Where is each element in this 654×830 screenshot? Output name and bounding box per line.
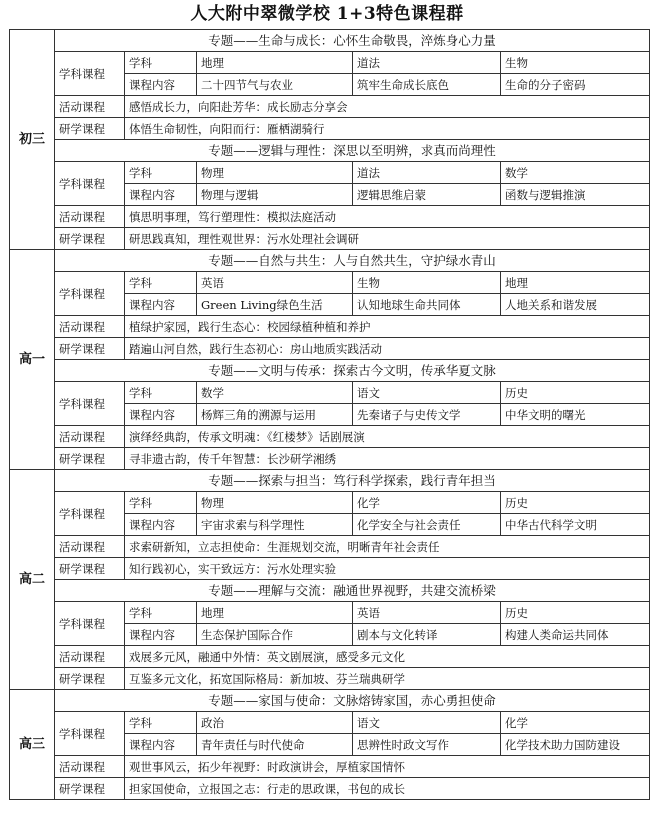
subject-name: 生物 <box>353 272 501 294</box>
study-course-label: 研学课程 <box>55 778 125 800</box>
study-course-label: 研学课程 <box>55 228 125 250</box>
subject-row <box>10 272 650 294</box>
subject-row <box>10 712 650 734</box>
study-row <box>10 448 650 470</box>
course-content: 函数与逻辑推演 <box>501 184 650 206</box>
content-header: 课程内容 <box>125 514 197 536</box>
content-header: 课程内容 <box>125 74 197 96</box>
subject-name: 数学 <box>501 162 650 184</box>
subject-name: 化学 <box>353 492 501 514</box>
theme-row <box>10 250 650 272</box>
course-content: 人地关系和谐发展 <box>501 294 650 316</box>
subject-name: 物理 <box>197 162 353 184</box>
subject-header: 学科 <box>125 492 197 514</box>
topic-theme: 专题——探索与担当：笃行科学探索，践行青年担当 <box>55 470 650 492</box>
study-course-label: 研学课程 <box>55 448 125 470</box>
study-course: 寻非遗古韵，传千年智慧：长沙研学湘绣 <box>125 448 650 470</box>
study-course: 互鉴多元文化，拓宽国际格局：新加坡、芬兰瑞典研学 <box>125 668 650 690</box>
activity-course: 植绿护家园，践行生态心：校园绿植种植和养护 <box>125 316 650 338</box>
activity-row <box>10 96 650 118</box>
subject-name: 历史 <box>501 602 650 624</box>
subject-header: 学科 <box>125 162 197 184</box>
theme-row <box>10 360 650 382</box>
subject-header: 学科 <box>125 712 197 734</box>
theme-row <box>10 140 650 162</box>
course-content: 构建人类命运共同体 <box>501 624 650 646</box>
course-content: 剧本与文化转译 <box>353 624 501 646</box>
study-course: 知行践初心，实干致远方：污水处理实验 <box>125 558 650 580</box>
activity-course: 慎思明事理，笃行塑理性：模拟法庭活动 <box>125 206 650 228</box>
course-content: 物理与逻辑 <box>197 184 353 206</box>
course-content: 宇宙求索与科学理性 <box>197 514 353 536</box>
subject-course-label: 学科课程 <box>55 712 125 756</box>
subject-row <box>10 382 650 404</box>
content-header: 课程内容 <box>125 184 197 206</box>
content-header: 课程内容 <box>125 624 197 646</box>
subject-name: 政治 <box>197 712 353 734</box>
activity-course-label: 活动课程 <box>55 756 125 778</box>
course-content: 生态保护国际合作 <box>197 624 353 646</box>
course-content: 筑牢生命成长底色 <box>353 74 501 96</box>
topic-theme: 专题——逻辑与理性：深思以至明辨，求真而尚理性 <box>55 140 650 162</box>
grade-label: 高二 <box>10 470 55 690</box>
subject-course-label: 学科课程 <box>55 382 125 426</box>
theme-row <box>10 580 650 602</box>
course-content: 认知地球生命共同体 <box>353 294 501 316</box>
study-row <box>10 338 650 360</box>
subject-row <box>10 602 650 624</box>
course-content: 思辨性时政文写作 <box>353 734 501 756</box>
subject-name: 物理 <box>197 492 353 514</box>
theme-row <box>10 690 650 712</box>
theme-row <box>10 470 650 492</box>
topic-theme: 专题——家国与使命：文脉熔铸家国，赤心勇担使命 <box>55 690 650 712</box>
subject-course-label: 学科课程 <box>55 162 125 206</box>
topic-theme: 专题——自然与共生：人与自然共生，守护绿水青山 <box>55 250 650 272</box>
study-course-label: 研学课程 <box>55 338 125 360</box>
subject-row <box>10 162 650 184</box>
study-course: 踏遍山河自然，践行生态初心：房山地质实践活动 <box>125 338 650 360</box>
subject-header: 学科 <box>125 272 197 294</box>
subject-name: 历史 <box>501 382 650 404</box>
course-content: 杨辉三角的溯源与运用 <box>197 404 353 426</box>
activity-course: 求索研新知，立志担使命：生涯规划交流，明晰青年社会责任 <box>125 536 650 558</box>
subject-course-label: 学科课程 <box>55 492 125 536</box>
activity-course: 观世事风云，拓少年视野：时政演讲会，厚植家国情怀 <box>125 756 650 778</box>
study-course: 体悟生命韧性，向阳而行：雁栖湖骑行 <box>125 118 650 140</box>
activity-course-label: 活动课程 <box>55 536 125 558</box>
subject-header: 学科 <box>125 52 197 74</box>
content-header: 课程内容 <box>125 404 197 426</box>
activity-row <box>10 206 650 228</box>
subject-name: 英语 <box>197 272 353 294</box>
course-content: 中华文明的曙光 <box>501 404 650 426</box>
subject-name: 道法 <box>353 162 501 184</box>
activity-course: 感悟成长力，向阳赴芳华：成长励志分享会 <box>125 96 650 118</box>
course-content: 生命的分子密码 <box>501 74 650 96</box>
activity-course-label: 活动课程 <box>55 96 125 118</box>
course-content: 化学技术助力国防建设 <box>501 734 650 756</box>
subject-row <box>10 492 650 514</box>
theme-row <box>10 30 650 52</box>
subject-name: 英语 <box>353 602 501 624</box>
study-row <box>10 228 650 250</box>
activity-row <box>10 646 650 668</box>
study-row <box>10 118 650 140</box>
activity-course-label: 活动课程 <box>55 206 125 228</box>
subject-row <box>10 52 650 74</box>
subject-name: 道法 <box>353 52 501 74</box>
grade-label: 高三 <box>10 690 55 800</box>
course-content: 青年责任与时代使命 <box>197 734 353 756</box>
course-content: 化学安全与社会责任 <box>353 514 501 536</box>
topic-theme: 专题——生命与成长：心怀生命敬畏，淬炼身心力量 <box>55 30 650 52</box>
study-course-label: 研学课程 <box>55 668 125 690</box>
activity-course-label: 活动课程 <box>55 646 125 668</box>
content-header: 课程内容 <box>125 734 197 756</box>
activity-course-label: 活动课程 <box>55 316 125 338</box>
course-content: Green Living绿色生活 <box>197 294 353 316</box>
grade-label: 初三 <box>10 30 55 250</box>
activity-course: 演绎经典韵，传承文明魂：《红楼梦》话剧展演 <box>125 426 650 448</box>
topic-theme: 专题——理解与交流：融通世界视野，共建交流桥梁 <box>55 580 650 602</box>
activity-row <box>10 426 650 448</box>
study-course-label: 研学课程 <box>55 558 125 580</box>
curriculum-table <box>9 29 650 800</box>
course-content: 中华古代科学文明 <box>501 514 650 536</box>
subject-name: 地理 <box>501 272 650 294</box>
subject-header: 学科 <box>125 382 197 404</box>
subject-name: 地理 <box>197 52 353 74</box>
subject-course-label: 学科课程 <box>55 602 125 646</box>
subject-course-label: 学科课程 <box>55 272 125 316</box>
activity-row <box>10 756 650 778</box>
subject-name: 地理 <box>197 602 353 624</box>
page-title: 人大附中翠微学校 1+3特色课程群 <box>190 4 464 24</box>
course-content: 逻辑思维启蒙 <box>353 184 501 206</box>
subject-name: 语文 <box>353 712 501 734</box>
subject-header: 学科 <box>125 602 197 624</box>
study-row <box>10 778 650 800</box>
study-row <box>10 558 650 580</box>
study-row <box>10 668 650 690</box>
activity-row <box>10 316 650 338</box>
subject-name: 语文 <box>353 382 501 404</box>
study-course: 担家国使命，立报国之志：行走的思政课，书包的成长 <box>125 778 650 800</box>
topic-theme: 专题——文明与传承：探索古今文明，传承华夏文脉 <box>55 360 650 382</box>
subject-name: 化学 <box>501 712 650 734</box>
course-content: 先秦诸子与史传文学 <box>353 404 501 426</box>
course-content: 二十四节气与农业 <box>197 74 353 96</box>
study-course: 研思践真知，理性观世界：污水处理社会调研 <box>125 228 650 250</box>
activity-course: 戏展多元风，融通中外情：英文剧展演，感受多元文化 <box>125 646 650 668</box>
subject-course-label: 学科课程 <box>55 52 125 96</box>
content-header: 课程内容 <box>125 294 197 316</box>
grade-label: 高一 <box>10 250 55 470</box>
activity-course-label: 活动课程 <box>55 426 125 448</box>
study-course-label: 研学课程 <box>55 118 125 140</box>
activity-row <box>10 536 650 558</box>
subject-name: 生物 <box>501 52 650 74</box>
subject-name: 数学 <box>197 382 353 404</box>
subject-name: 历史 <box>501 492 650 514</box>
